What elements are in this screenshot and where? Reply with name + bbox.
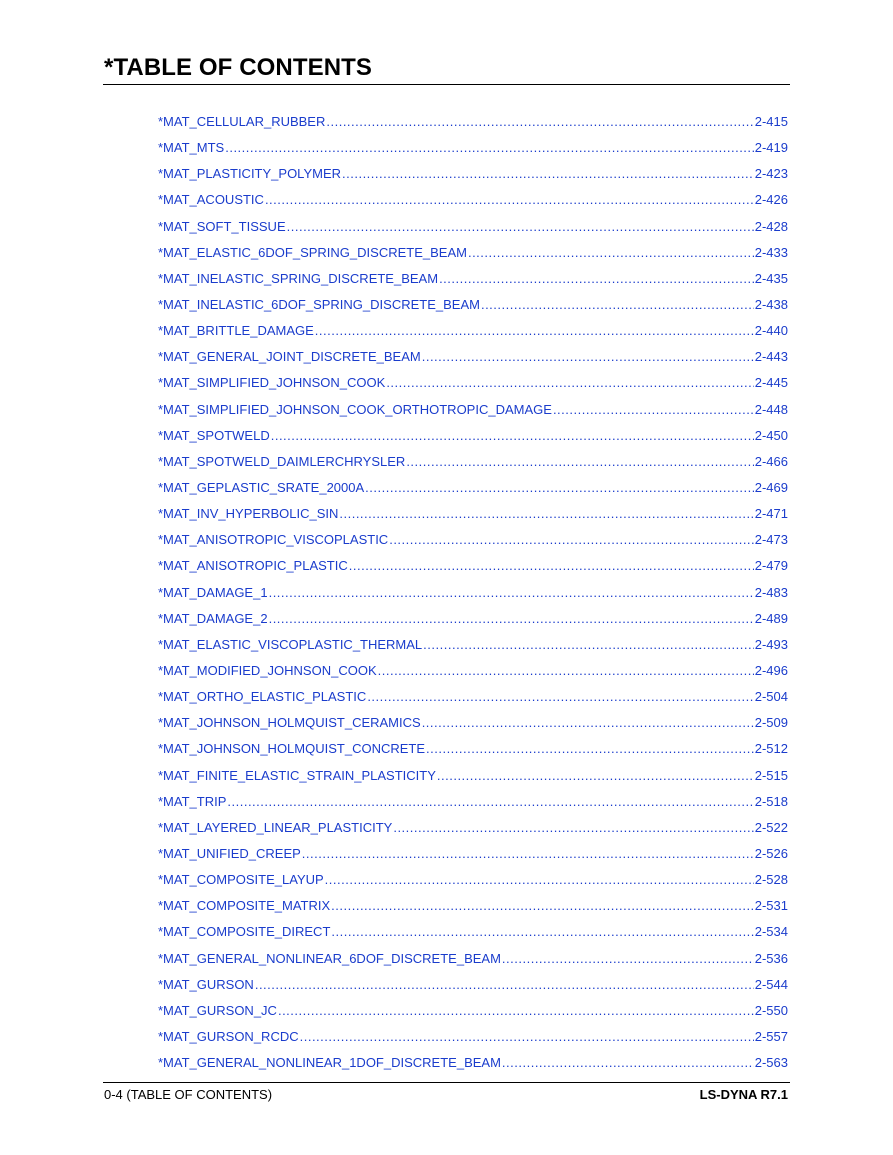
footer-section-label: 0-4 (TABLE OF CONTENTS) [104,1087,273,1102]
toc-entry-label[interactable]: *MAT_LAYERED_LINEAR_PLASTICITY [158,819,393,835]
toc-entry-label[interactable]: *MAT_SIMPLIFIED_JOHNSON_COOK [158,375,386,391]
toc-entry-page-number[interactable]: 2-473 [754,532,788,548]
toc-entry[interactable] [158,1028,788,1054]
toc-entry[interactable] [158,401,788,427]
toc-entry-page-number[interactable]: 2-512 [754,741,788,757]
toc-entry-page-number[interactable]: 2-479 [754,558,788,574]
toc-entry[interactable] [158,819,788,845]
toc-entry-label[interactable]: *MAT_PLASTICITY_POLYMER [158,166,342,182]
toc-dot-leader [423,636,754,654]
toc-entry-page-number[interactable]: 2-536 [754,950,788,966]
toc-dot-leader [325,871,754,889]
toc-entry[interactable] [158,218,788,244]
toc-entry-page-number[interactable]: 2-509 [754,715,788,731]
toc-entry-page-number[interactable]: 2-471 [754,506,788,522]
toc-dot-leader [287,218,754,236]
toc-entry[interactable] [158,1002,788,1028]
toc-entry[interactable] [158,1054,788,1080]
toc-entry[interactable] [158,688,788,714]
toc-list [158,113,788,1080]
toc-entry-label[interactable]: *MAT_GENERAL_JOINT_DISCRETE_BEAM [158,349,421,365]
footer-product-label: LS-DYNA R7.1 [699,1087,788,1102]
toc-entry[interactable] [158,479,788,505]
toc-entry[interactable] [158,113,788,139]
toc-entry-page-number[interactable]: 2-550 [754,1002,788,1018]
toc-entry-label[interactable]: *MAT_ANISOTROPIC_PLASTIC [158,558,348,574]
toc-dot-leader [439,270,754,288]
toc-dot-leader [225,139,754,157]
toc-entry-label[interactable]: *MAT_COMPOSITE_LAYUP [158,872,324,888]
toc-entry-label[interactable]: *MAT_INELASTIC_6DOF_SPRING_DISCRETE_BEAM [158,296,480,312]
toc-dot-leader [342,165,754,183]
toc-entry[interactable] [158,322,788,348]
toc-dot-leader [481,296,754,314]
toc-dot-leader [422,348,754,366]
toc-dot-leader [437,767,754,785]
toc-dot-leader [302,845,754,863]
toc-dot-leader [378,662,754,680]
toc-entry-page-number[interactable]: 2-469 [754,479,788,495]
toc-entry[interactable] [158,374,788,400]
toc-entry-page-number[interactable]: 2-493 [754,636,788,652]
toc-entry-page-number[interactable]: 2-426 [754,192,788,208]
toc-entry[interactable] [158,584,788,610]
toc-entry-page-number[interactable]: 2-440 [754,323,788,339]
toc-entry-label[interactable]: *MAT_ACOUSTIC [158,192,264,208]
toc-entry[interactable] [158,793,788,819]
toc-dot-leader [326,113,753,131]
toc-entry-label[interactable]: *MAT_INV_HYPERBOLIC_SIN [158,506,339,522]
toc-dot-leader [367,688,753,706]
toc-entry-label[interactable]: *MAT_GURSON [158,976,254,992]
toc-dot-leader [406,453,753,471]
toc-entry-label[interactable]: *MAT_GENERAL_NONLINEAR_1DOF_DISCRETE_BEAM [158,1055,501,1071]
toc-dot-leader [271,427,754,445]
toc-entry-label[interactable]: *MAT_BRITTLE_DAMAGE [158,323,314,339]
toc-entry-page-number[interactable]: 2-466 [754,453,788,469]
toc-entry[interactable] [158,740,788,766]
toc-entry[interactable] [158,714,788,740]
toc-entry-label[interactable]: *MAT_SPOTWELD_DAIMLERCHRYSLER [158,453,406,469]
toc-dot-leader [331,923,753,941]
toc-entry-page-number[interactable]: 2-450 [754,427,788,443]
toc-dot-leader [349,557,754,575]
toc-entry-label[interactable]: *MAT_JOHNSON_HOLMQUIST_CERAMICS [158,715,421,731]
toc-entry-page-number[interactable]: 2-433 [754,244,788,260]
toc-entry[interactable] [158,976,788,1002]
toc-entry[interactable] [158,191,788,217]
toc-entry[interactable] [158,453,788,479]
toc-entry[interactable] [158,427,788,453]
toc-entry-page-number[interactable]: 2-557 [754,1028,788,1044]
toc-entry[interactable] [158,636,788,662]
toc-entry-page-number[interactable]: 2-526 [754,845,788,861]
toc-dot-leader [553,401,754,419]
toc-dot-leader [269,584,754,602]
toc-entry[interactable] [158,244,788,270]
toc-entry-label[interactable]: *MAT_GURSON_RCDC [158,1028,299,1044]
toc-entry-page-number[interactable]: 2-438 [754,296,788,312]
toc-dot-leader [300,1028,754,1046]
toc-entry[interactable] [158,139,788,165]
toc-entry-label[interactable]: *MAT_MODIFIED_JOHNSON_COOK [158,662,377,678]
toc-dot-leader [389,531,754,549]
toc-entry-page-number[interactable]: 2-415 [754,114,788,129]
toc-dot-leader [422,714,754,732]
toc-entry-page-number[interactable]: 2-489 [754,610,788,626]
toc-entry[interactable] [158,871,788,897]
toc-entry[interactable] [158,270,788,296]
toc-entry-page-number[interactable]: 2-534 [754,924,788,940]
toc-dot-leader [339,505,753,523]
toc-entry-label[interactable]: *MAT_ANISOTROPIC_VISCOPLASTIC [158,532,389,548]
toc-dot-leader [227,793,753,811]
toc-entry-label[interactable]: *MAT_COMPOSITE_DIRECT [158,924,331,940]
toc-entry-page-number[interactable]: 2-483 [754,584,788,600]
toc-entry-page-number[interactable]: 2-515 [754,767,788,783]
footer-divider [103,1082,790,1083]
toc-entry[interactable] [158,662,788,688]
toc-dot-leader [315,322,754,340]
toc-entry-label[interactable]: *MAT_COMPOSITE_MATRIX [158,898,331,914]
toc-entry-page-number[interactable]: 2-443 [754,349,788,365]
toc-entry[interactable] [158,531,788,557]
toc-entry[interactable] [158,923,788,949]
toc-entry-page-number[interactable]: 2-435 [754,270,788,286]
toc-entry-page-number[interactable]: 2-522 [754,819,788,835]
toc-entry-label[interactable]: *MAT_TRIP [158,793,227,809]
toc-entry-label[interactable]: *MAT_GENERAL_NONLINEAR_6DOF_DISCRETE_BEAM [158,950,501,966]
toc-entry-label[interactable]: *MAT_DAMAGE_2 [158,610,268,626]
toc-entry-page-number[interactable]: 2-531 [754,898,788,914]
toc-entry-label[interactable]: *MAT_JOHNSON_HOLMQUIST_CONCRETE [158,741,426,757]
toc-entry[interactable] [158,897,788,923]
toc-entry-page-number[interactable]: 2-419 [754,140,788,156]
toc-entry-label[interactable]: *MAT_ELASTIC_VISCOPLASTIC_THERMAL [158,636,423,652]
toc-entry-label[interactable]: *MAT_GEPLASTIC_SRATE_2000A [158,479,365,495]
toc-entry[interactable] [158,165,788,191]
toc-entry-label[interactable]: *MAT_SIMPLIFIED_JOHNSON_COOK_ORTHOTROPIC_DAMAGE [158,401,552,417]
toc-entry-label[interactable]: *MAT_DAMAGE_1 [158,584,268,600]
toc-entry[interactable] [158,557,788,583]
toc-dot-leader [468,244,754,262]
toc-entry[interactable] [158,767,788,793]
toc-dot-leader [502,950,754,968]
toc-entry[interactable] [158,845,788,871]
toc-entry-label[interactable]: *MAT_FINITE_ELASTIC_STRAIN_PLASTICITY [158,767,436,783]
toc-entry[interactable] [158,610,788,636]
toc-entry-page-number[interactable]: 2-528 [754,872,788,888]
toc-entry-label[interactable]: *MAT_INELASTIC_SPRING_DISCRETE_BEAM [158,270,439,286]
toc-dot-leader [331,897,754,915]
toc-entry-page-number[interactable]: 2-518 [754,793,788,809]
toc-dot-leader [255,976,754,994]
toc-entry-label[interactable]: *MAT_UNIFIED_CREEP [158,845,301,861]
toc-dot-leader [393,819,753,837]
toc-entry[interactable] [158,505,788,531]
toc-entry-page-number[interactable]: 2-423 [754,166,788,182]
toc-entry[interactable] [158,348,788,374]
title-divider [103,84,790,85]
toc-entry-label[interactable]: *MAT_ORTHO_ELASTIC_PLASTIC [158,689,367,705]
toc-entry-label[interactable]: *MAT_SPOTWELD [158,427,270,443]
toc-entry-label[interactable]: *MAT_MTS [158,140,225,156]
toc-entry-label[interactable]: *MAT_SOFT_TISSUE [158,218,286,234]
toc-entry-page-number[interactable]: 2-563 [754,1055,788,1071]
toc-entry-page-number[interactable]: 2-448 [754,401,788,417]
toc-entry-label[interactable]: *MAT_CELLULAR_RUBBER [158,114,326,129]
toc-dot-leader [386,374,753,392]
toc-entry-label[interactable]: *MAT_GURSON_JC [158,1002,277,1018]
toc-dot-leader [265,191,754,209]
toc-entry-page-number[interactable]: 2-504 [754,689,788,705]
toc-entry-label[interactable]: *MAT_ELASTIC_6DOF_SPRING_DISCRETE_BEAM [158,244,467,260]
toc-dot-leader [269,610,754,628]
toc-entry[interactable] [158,296,788,322]
toc-entry-page-number[interactable]: 2-428 [754,218,788,234]
toc-entry[interactable] [158,950,788,976]
toc-dot-leader [426,740,754,758]
toc-entry-page-number[interactable]: 2-445 [754,375,788,391]
toc-dot-leader [278,1002,754,1020]
toc-dot-leader [502,1054,754,1072]
page-title: *TABLE OF CONTENTS [104,54,373,81]
toc-dot-leader [365,479,754,497]
toc-entry-page-number[interactable]: 2-496 [754,662,788,678]
toc-entry-page-number[interactable]: 2-544 [754,976,788,992]
